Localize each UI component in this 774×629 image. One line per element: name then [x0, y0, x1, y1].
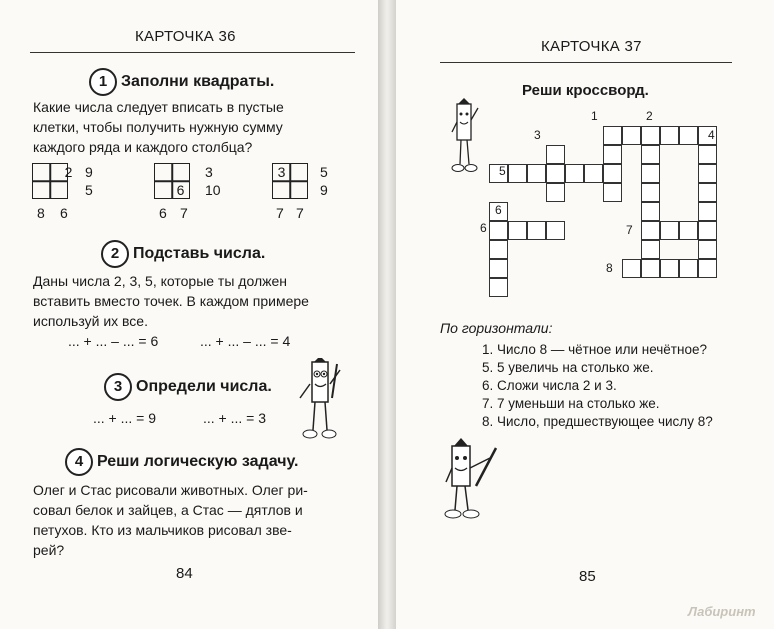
crossword-cell — [698, 259, 717, 278]
crossword-cell — [508, 164, 527, 183]
task-number-badge: 3 — [104, 373, 132, 401]
crossword-cell — [698, 202, 717, 221]
equation: ... + ... = 3 — [203, 410, 267, 426]
task-title: Реши кроссворд. — [522, 82, 649, 99]
crossword-number: 6 — [495, 203, 502, 217]
crossword-number: 7 — [626, 223, 633, 237]
pencil-character-icon — [442, 438, 498, 522]
watermark-logo: Лабиринт — [688, 604, 756, 619]
equation: ... + ... = 9 — [93, 410, 157, 426]
crossword-number: 8 — [606, 261, 613, 275]
pencil-character-icon — [450, 98, 480, 176]
crossword-number: 1 — [591, 109, 598, 123]
column-sum: 7 — [276, 205, 284, 221]
crossword-cell — [698, 164, 717, 183]
task-text: Олег и Стас рисовали животных. Олег ри- совал белок и зайцев, а Стас — дятлов и петухов. Кто из мальчиков рисовал зве- рей? — [33, 482, 308, 558]
clue: 1. Число 8 — чётное или нечётное? — [482, 342, 707, 357]
crossword-cell — [527, 164, 546, 183]
card-title: КАРТОЧКА 36 — [135, 28, 236, 45]
left-page — [0, 0, 378, 629]
page-number: 84 — [176, 565, 193, 582]
task-title: Реши логическую задачу. — [97, 453, 299, 470]
task-number-badge: 2 — [101, 240, 129, 268]
crossword-cell — [698, 183, 717, 202]
crossword-number: 3 — [534, 128, 541, 142]
column-sum: 6 — [60, 205, 68, 221]
crossword-cell — [698, 240, 717, 259]
crossword-cell — [546, 164, 565, 183]
crossword-cell — [622, 126, 641, 145]
crossword-cell — [527, 221, 546, 240]
crossword-cell — [679, 126, 698, 145]
crossword-number: 4 — [708, 128, 715, 142]
crossword-cell — [546, 183, 565, 202]
row-sum: 10 — [205, 182, 221, 198]
crossword-cell — [641, 240, 660, 259]
crossword-cell — [641, 126, 660, 145]
crossword-cell — [641, 164, 660, 183]
crossword-cell — [546, 145, 565, 164]
title-divider — [30, 52, 355, 53]
crossword-cell — [698, 145, 717, 164]
right-page — [396, 0, 774, 629]
crossword-cell — [603, 164, 622, 183]
task-title: Подставь числа. — [133, 245, 266, 262]
book-gutter — [378, 0, 396, 629]
crossword-cell — [546, 221, 565, 240]
crossword-cell — [489, 259, 508, 278]
task-number-badge: 4 — [65, 448, 93, 476]
page-number: 85 — [579, 568, 596, 585]
crossword-cell — [622, 259, 641, 278]
grid-cell-value: 6 — [176, 182, 185, 198]
equation: ... + ... – ... = 6 — [68, 333, 159, 349]
clue: 6. Сложи числа 2 и 3. — [482, 378, 617, 393]
crossword-number: 2 — [646, 109, 653, 123]
crossword-cell — [603, 126, 622, 145]
row-sum: 5 — [85, 182, 93, 198]
clue: 7. 7 уменьши на столько же. — [482, 396, 660, 411]
task-title: Определи числа. — [136, 378, 272, 395]
crossword-cell — [641, 259, 660, 278]
pencil-character-icon — [296, 358, 342, 442]
task-text: Даны числа 2, 3, 5, которые ты должен вставить вместо точек. В каждом примере используй их все. — [33, 273, 309, 329]
crossword-cell — [641, 221, 660, 240]
crossword-cell — [641, 202, 660, 221]
column-sum: 7 — [296, 205, 304, 221]
column-sum: 7 — [180, 205, 188, 221]
title-divider — [440, 62, 732, 63]
crossword-cell — [660, 221, 679, 240]
crossword-cell — [489, 221, 508, 240]
crossword-cell — [489, 278, 508, 297]
crossword-number: 6 — [480, 221, 487, 235]
crossword-cell — [679, 221, 698, 240]
row-sum: 5 — [320, 164, 328, 180]
crossword-cell — [508, 221, 527, 240]
row-sum: 9 — [85, 164, 93, 180]
task-title: Заполни квадраты. — [121, 73, 275, 90]
crossword-cell — [489, 240, 508, 259]
crossword-number: 5 — [499, 164, 506, 178]
crossword-cell — [698, 221, 717, 240]
clues-heading: По горизонтали: — [440, 320, 553, 336]
column-sum: 6 — [159, 205, 167, 221]
crossword-cell — [660, 126, 679, 145]
crossword-cell — [584, 164, 603, 183]
equation: ... + ... – ... = 4 — [200, 333, 291, 349]
crossword-cell — [641, 145, 660, 164]
crossword-cell — [660, 259, 679, 278]
grid-cell-value: 2 — [64, 164, 73, 180]
grid-cell-value: 3 — [277, 164, 286, 180]
column-sum: 8 — [37, 205, 45, 221]
crossword-cell — [565, 164, 584, 183]
task-text: Какие числа следует вписать в пустые клетки, чтобы получить нужную сумму каждого ряда и каждого столбца? — [33, 99, 284, 155]
task-number-badge: 1 — [89, 68, 117, 96]
crossword-cell — [603, 183, 622, 202]
clue: 8. Число, предшествующее числу 8? — [482, 414, 713, 429]
row-sum: 3 — [205, 164, 213, 180]
card-title: КАРТОЧКА 37 — [541, 38, 642, 55]
row-sum: 9 — [320, 182, 328, 198]
crossword-cell — [679, 259, 698, 278]
crossword-cell — [603, 145, 622, 164]
clue: 5. 5 увеличь на столько же. — [482, 360, 654, 375]
crossword-cell — [641, 183, 660, 202]
